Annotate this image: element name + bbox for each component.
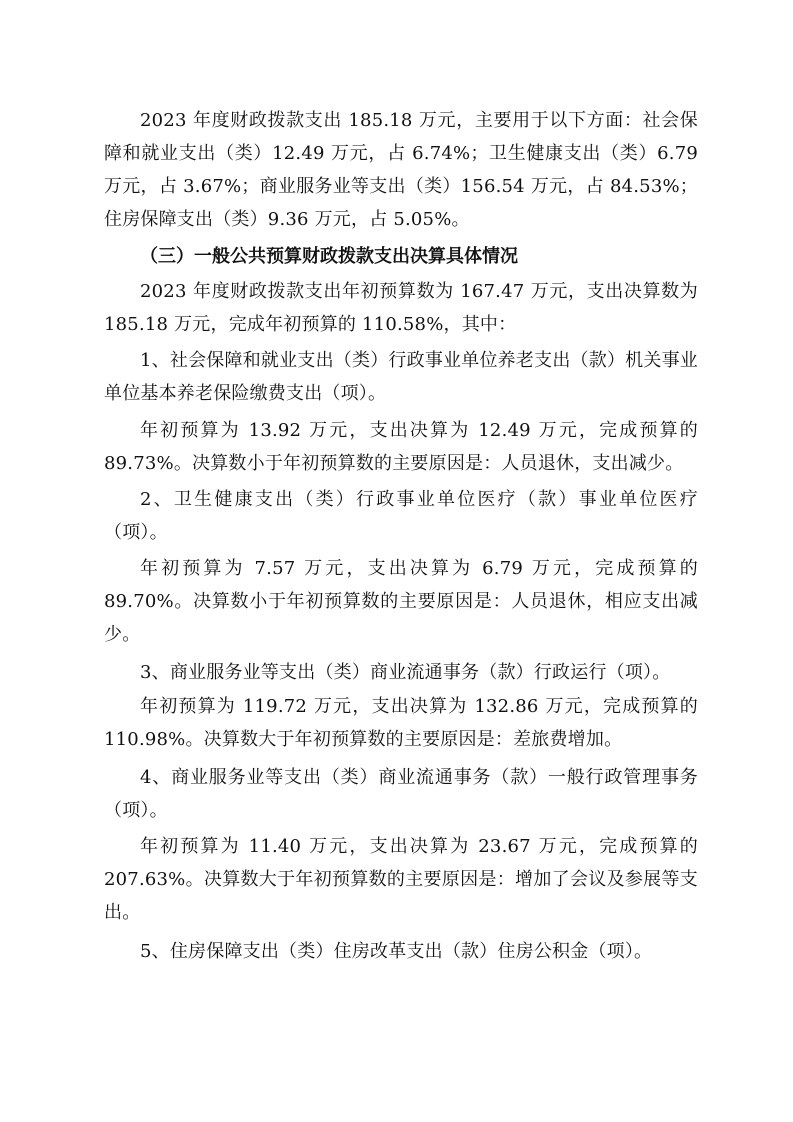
paragraph-item-3-detail: 年初预算为 119.72 万元，支出决算为 132.86 万元，完成预算的 110.98%。决算数大于年初预算数的主要原因是：差旅费增加。 <box>104 696 698 750</box>
paragraph-budget-overview: 2023 年度财政拨款支出年初预算数为 167.47 万元，支出决算数为 185.18 万元，完成年初预算的 110.58%，其中： <box>104 281 698 335</box>
paragraph-item-4-detail: 年初预算为 11.40 万元，支出决算为 23.67 万元，完成预算的 207.63%。决算数大于年初预算数的主要原因是：增加了会议及参展等支出。 <box>104 836 698 923</box>
section-heading: （三）一般公共预算财政拨款支出决算具体情况 <box>140 246 518 267</box>
paragraph-item-2-title: 2、卫生健康支出（类）行政事业单位医疗（款）事业单位医疗（项）。 <box>104 489 698 543</box>
paragraph-item-2-detail: 年初预算为 7.57 万元，支出决算为 6.79 万元，完成预算的 89.70%。决算数小于年初预算数的主要原因是：人员退休，相应支出减少。 <box>104 558 698 645</box>
paragraph-item-5-title: 5、住房保障支出（类）住房改革支出（款）住房公积金（项）。 <box>140 941 653 962</box>
paragraph-expenditure-summary: 2023 年度财政拨款支出 185.18 万元，主要用于以下方面：社会保障和就业支出（类）12.49 万元，占 6.74%；卫生健康支出（类）6.79 万元，占 3.67%；商业服务业等支出（类）156.54 万元，占 84.53%；住房保障支出（类）9.36 万元，占 5.05%。 <box>104 110 698 230</box>
paragraph-item-1-title: 1、社会保障和就业支出（类）行政事业单位养老支出（款）机关事业单位基本养老保险缴费支出（项）。 <box>104 350 698 404</box>
paragraph-item-1-detail: 年初预算为 13.92 万元，支出决算为 12.49 万元，完成预算的 89.73%。决算数小于年初预算数的主要原因是：人员退休，支出减少。 <box>104 420 698 474</box>
paragraph-item-3-title: 3、商业服务业等支出（类）商业流通事务（款）行政运行（项）。 <box>140 662 671 683</box>
paragraph-item-4-title: 4、商业服务业等支出（类）商业流通事务（款）一般行政管理事务（项）。 <box>104 767 698 821</box>
